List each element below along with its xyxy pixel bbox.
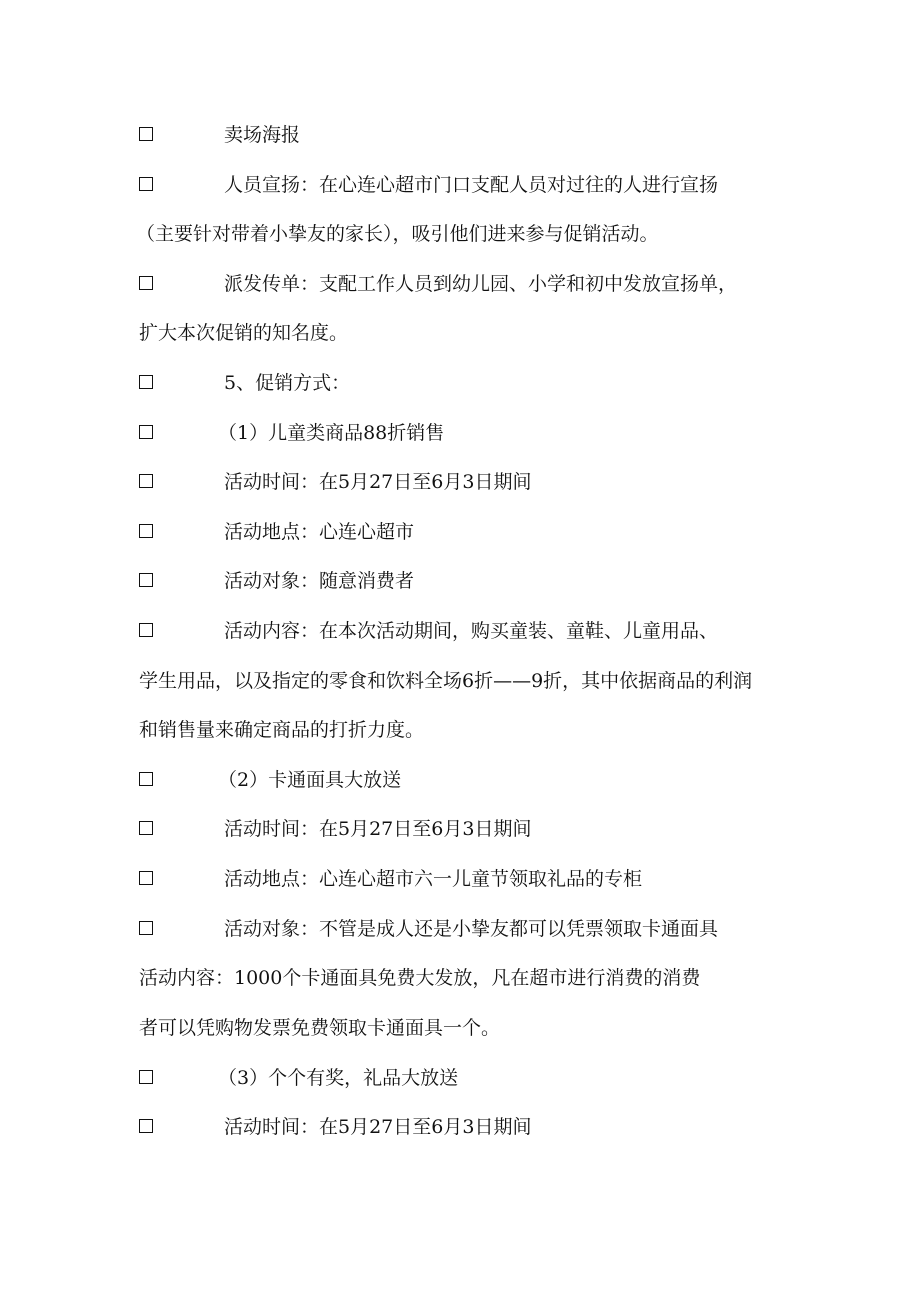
list-item (0, 765, 920, 795)
list-item-text: 人员宣扬：在心连心超市门口支配人员对过往的人进行宣扬 (224, 174, 719, 196)
list-item (0, 517, 920, 547)
list-item-text: 活动时间：在5月27日至6月3日期间 (224, 818, 532, 840)
paragraph-text: 和销售量来确定商品的打折力度。 (139, 719, 425, 741)
checkbox-icon[interactable] (139, 474, 153, 488)
continuation-line (0, 219, 920, 249)
list-item (0, 814, 920, 844)
list-item (0, 467, 920, 497)
continuation-line (0, 715, 920, 745)
checkbox-icon[interactable] (139, 276, 153, 290)
checkbox-icon[interactable] (139, 177, 153, 191)
checkbox-icon[interactable] (139, 1119, 153, 1133)
checkbox-icon[interactable] (139, 772, 153, 786)
list-item (0, 1112, 920, 1142)
checkbox-icon[interactable] (139, 623, 153, 637)
checkbox-icon[interactable] (139, 871, 153, 885)
list-item (0, 170, 920, 200)
checkbox-icon[interactable] (139, 375, 153, 389)
checkbox-icon[interactable] (139, 425, 153, 439)
list-item (0, 1063, 920, 1093)
section-heading: 5、促销方式： (224, 372, 351, 394)
continuation-line (0, 318, 920, 348)
list-item-text: 活动地点：心连心超市 (224, 521, 415, 543)
list-item-text: 活动时间：在5月27日至6月3日期间 (224, 471, 532, 493)
list-item-text: 活动对象：随意消费者 (224, 570, 415, 592)
continuation-line (0, 963, 920, 993)
continuation-line (0, 1013, 920, 1043)
list-item-text: 活动内容：在本次活动期间，购买童装、童鞋、儿童用品、 (224, 620, 719, 642)
list-item (0, 616, 920, 646)
checkbox-icon[interactable] (139, 127, 153, 141)
paragraph-text: （主要针对带着小挚友的家长），吸引他们进来参与促销活动。 (136, 223, 659, 245)
checkbox-icon[interactable] (139, 524, 153, 538)
continuation-line (0, 666, 920, 696)
checkbox-icon[interactable] (139, 1070, 153, 1084)
paragraph-text: 活动内容：1000个卡通面具免费大发放，凡在超市进行消费的消费 (139, 967, 701, 989)
checkbox-icon[interactable] (139, 921, 153, 935)
list-item (0, 914, 920, 944)
paragraph-text: 者可以凭购物发票免费领取卡通面具一个。 (139, 1017, 501, 1039)
list-item-text: 派发传单：支配工作人员到幼儿园、小学和初中发放宣扬单， (224, 273, 738, 295)
list-item (0, 269, 920, 299)
subsection-heading: （2）卡通面具大放送 (218, 769, 402, 791)
list-item-text: 活动对象：不管是成人还是小挚友都可以凭票领取卡通面具 (224, 918, 719, 940)
list-item (0, 418, 920, 448)
list-item-text: 活动地点：心连心超市六一儿童节领取礼品的专柜 (224, 868, 643, 890)
list-item (0, 566, 920, 596)
paragraph-text: 学生用品，以及指定的零食和饮料全场6折——9折，其中依据商品的利润 (139, 670, 753, 692)
checkbox-icon[interactable] (139, 573, 153, 587)
list-item (0, 864, 920, 894)
list-item (0, 368, 920, 398)
list-item-text: 活动时间：在5月27日至6月3日期间 (224, 1116, 532, 1138)
subsection-heading: （3）个个有奖，礼品大放送 (218, 1067, 459, 1089)
paragraph-text: 扩大本次促销的知名度。 (139, 322, 349, 344)
list-item (0, 120, 920, 150)
checkbox-icon[interactable] (139, 821, 153, 835)
subsection-heading: （1）儿童类商品88折销售 (218, 422, 445, 444)
list-item-text: 卖场海报 (224, 124, 301, 146)
